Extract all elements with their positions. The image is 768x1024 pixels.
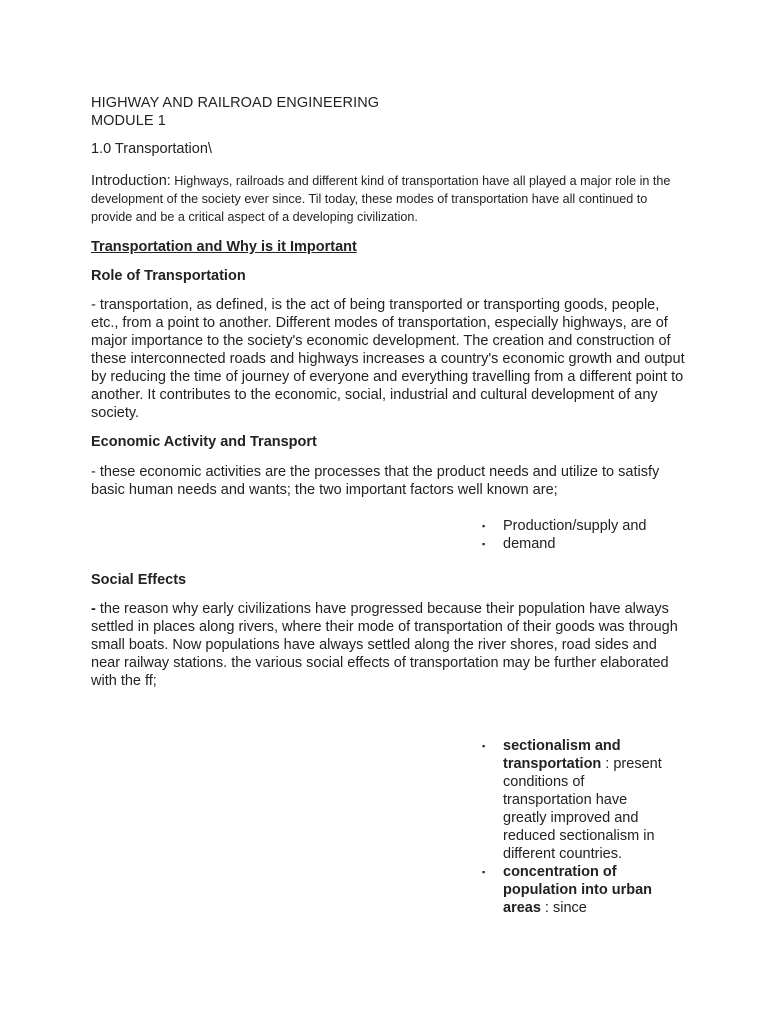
section-number: 1.0 Transportation\ — [91, 141, 212, 157]
economic-bullet-list — [482, 517, 682, 553]
list-item-term: sectionalism and transportation — [503, 738, 621, 772]
introduction-label: Introduction: — [91, 173, 171, 189]
module-label: MODULE 1 — [91, 113, 166, 129]
list-item-text: : present conditions of transportation have greatly improved and reduced sectionalism in different countries. — [503, 756, 662, 862]
list-item — [482, 535, 682, 553]
list-item — [482, 863, 674, 917]
social-bullet-list — [482, 737, 674, 917]
social-dash: - — [91, 601, 96, 617]
economic-paragraph: - these economic activities are the processes that the product needs and utilize to satisfy basic human needs and wants; the two important factors well known are; — [91, 464, 660, 498]
square-bullet-icon: ▪ — [482, 539, 486, 549]
document-title: HIGHWAY AND RAILROAD ENGINEERING — [91, 95, 380, 111]
list-item-text: Production/supply and — [503, 518, 647, 534]
square-bullet-icon: ▪ — [482, 521, 486, 531]
list-item — [482, 737, 674, 863]
heading-economic-activity: Economic Activity and Transport — [91, 434, 317, 450]
list-item — [482, 517, 682, 535]
introduction-text: Highways, railroads and different kind of transportation have all played a major role in the development of the society ever since. Til today, these modes of transportation have all continued to provide and be a critical aspect of a developing civilization. — [91, 174, 671, 224]
social-text: the reason why early civilizations have progressed because their population have always settled in places along rivers, where their mode of transportation of their goods was through small boats. Now populations have always settled along the river shores, road sides and near railway stations. the various social effects of transportation may be further elaborated with the ff; — [91, 601, 678, 689]
heading-why-important: Transportation and Why is it Important — [91, 239, 357, 255]
list-item-text: : since — [540, 900, 587, 916]
introduction-paragraph — [91, 172, 691, 226]
square-bullet-icon: ▪ — [482, 867, 486, 877]
list-item-text: demand — [503, 536, 556, 552]
heading-role: Role of Transportation — [91, 268, 246, 284]
square-bullet-icon: ▪ — [482, 741, 486, 751]
list-item-term: concentration of population into urban areas — [503, 864, 653, 916]
heading-social-effects: Social Effects — [91, 572, 187, 588]
social-paragraph — [91, 600, 687, 690]
role-paragraph: - transportation, as defined, is the act of being transported or transporting goods, people, etc., from a point to another. Different modes of transportation, especially highways, are of major importance to the society's economic development. The creation and construction of these interconnected roads and highways increases a country's economic growth and output by reducing the time of journey of everyone and everything travelling from a different point to another. It contributes to the economic, social, industrial and cultural development of any society. — [91, 297, 685, 421]
